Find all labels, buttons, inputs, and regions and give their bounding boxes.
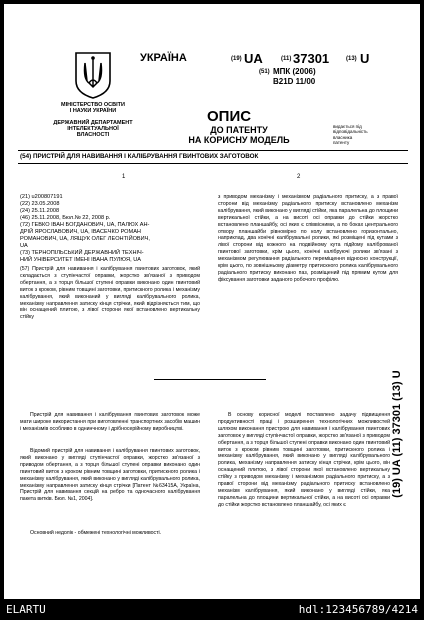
biblio-line: НИЙ УНІВЕРСИТЕТ ІМЕНІ ІВАНА ПУЛЮЯ, UA xyxy=(20,257,141,263)
note-line-3: власника xyxy=(333,134,353,140)
side-patent-number xyxy=(377,284,417,584)
document-subtitle-1: ДО ПАТЕНТУ xyxy=(210,125,268,135)
biblio-line: (72) ГЕВКО ІВАН БОГДАНОВИЧ, UA, ПАЛЮХ АН- xyxy=(20,222,150,228)
biblio-line: ДРІЙ ЯРОСЛАВОВИЧ, UA, ІВАСЕЧКО РОМАН xyxy=(20,229,141,235)
side-patent-number-text: (19) UA (11) 37301 (13) U xyxy=(391,370,403,498)
biblio-line: (21) u200807191 xyxy=(20,194,63,200)
department-line-3: ВЛАСНОСТІ xyxy=(76,132,110,138)
ministry-name xyxy=(52,102,134,114)
footer-handle: hdl:123456789/4214 xyxy=(298,603,418,616)
country-name: УКРАЇНА xyxy=(140,52,187,64)
biblio-line: (46) 25.11.2008, Бюл.№ 22, 2008 р. xyxy=(20,215,111,221)
code-11: (11) xyxy=(281,56,292,62)
note-line-1: видається під xyxy=(333,124,362,129)
header-divider xyxy=(18,150,408,151)
department-line-2: ІНТЕЛЕКТУАЛЬНОЇ xyxy=(67,126,119,132)
prior-art-paragraph: Відомий пристрій для навивання і калібрування гвинтових заготовок, який виконано у вигляді ступінчастої оправки, жорстко зв'язаної з приводом обертання, а з торця більшої ступені оправки виконано один гвинтовий виток з кроком рівним товщині заготовки, притискного ролика і механізму калібрування, який виконано у вигляді калібрувального ролика, механізму направлення затиску кінця стрічки [Патент №63415А, Україна, Пристрій для навивання секцій на ребро та одночасного калібрування пакета витків. Бюл. №1, 2004]. xyxy=(20,448,200,503)
biblio-line: РОМАНОВИЧ, UA, ЛЯЩУК ОЛЕГ ЛЕОНТІЙОВИЧ, xyxy=(20,236,150,242)
column-number-2: 2 xyxy=(297,174,301,180)
ipc-class: B21D 11/00 xyxy=(273,77,316,86)
invention-title: (54) ПРИСТРІЙ ДЛЯ НАВИВАННЯ І КАЛІБРУВАННЯ ГВИНТОВИХ ЗАГОТОВОК xyxy=(20,153,259,160)
code-19: (19) xyxy=(231,56,242,62)
biblio-line: (73) ТЕРНОПІЛЬСЬКИЙ ДЕРЖАВНИЙ ТЕХНІЧ- xyxy=(20,250,144,256)
footer-left-label: ELARTU xyxy=(6,603,46,616)
code-51: (51) xyxy=(259,69,270,75)
biblio-line: (22) 23.05.2008 xyxy=(20,201,60,207)
kind-code: U xyxy=(360,51,370,66)
intro-paragraph: Пристрій для навивання і калібрування гвинтових заготовок може мати широке використання при виготовленні транспортних засобів машин і механізмів особливо в однинчному і дрібносерійному виробництві. xyxy=(20,412,200,432)
note-line-4: патенту xyxy=(333,139,350,145)
country-code: UA xyxy=(244,51,263,66)
patent-page xyxy=(4,4,420,599)
column-number-1: 1 xyxy=(122,174,126,180)
issuance-note xyxy=(333,124,368,145)
department-name xyxy=(52,120,134,138)
document-subtitle-2: НА КОРИСНУ МОДЕЛЬ xyxy=(188,135,290,145)
drawback-paragraph: Основний недолік - обмежені технологічні можливості. xyxy=(30,530,162,536)
biblio-line: UA xyxy=(20,243,28,249)
footer-bar xyxy=(0,600,424,620)
document-title: ОПИС xyxy=(207,108,252,125)
biblio-line: (24) 25.11.2008 xyxy=(20,208,60,214)
section-divider xyxy=(154,379,266,380)
note-line-2: відповідальність xyxy=(333,129,368,135)
bibliographic-data xyxy=(20,194,194,264)
department-line-1: ДЕРЖАВНИЙ ДЕПАРТАМЕНТ xyxy=(53,120,133,126)
code-13: (13) xyxy=(346,56,357,62)
ministry-line-2: І НАУКИ УКРАЇНИ xyxy=(69,108,117,114)
claim-continuation: з приводом механізму і механізмом радіального притиску, а з правої сторони від механізму радіального притиску встановлено механізм калібрування, який виконано у вигляді стійки, яка паралельна до площини вертикальної стійки, а на висоті осі оправки до стійки жорстко встановлено планшайбу, осі яких є співвісними, а по боках центрального отвору планшайби рівномірно по колу встановлено горизонтально, наприклад, два конічні калібрувальні ролики, які розміщені під кутами з лівої сторони від кожного на подвійному кута підйому каліброваної гвинтової заготовки, крім цього, конічні калібруючі ролики зв'язані з механізмом регулювання радіального переміщення відносно конструкції, крім цього, по зовнішньому діаметру притискного ролика калібрувального радіального притиску виконано паз, розміщений під прямим кутом для фіксування заготовки заданого робочого профілю. xyxy=(218,194,398,283)
title-divider xyxy=(18,163,408,164)
ipc-label: МПК (2006) xyxy=(273,67,316,76)
coat-of-arms-icon xyxy=(74,51,112,99)
task-paragraph: В основу корисної моделі поставлено задачу підвищення продуктивності праці і розширення технологічних можливостей шляхом виконання пристрою для навивання і калібрування гвинтових заготовок у вигляді ступінчастої оправки, жорстко зв'язаної з приводом обертання, а з торця більшої ступені оправки виконано один гвинтовий виток з кроком рівним товщині заготовки, притискного ролика і механізму калібрування, який виконано у вигляді калібрувального ролика, механізму направлення затиску кінця стрічки, крім цього, він оснащений плитою, з лівої сторони якої встановлено вертикальну стійку з приводом механізму і механізмом радіального притиску, а з правої сторони від механізму радіального притиску встановлено механізм калібрування, який виконано у вигляді стійки, яка паралельна до площини вертикальної стійки, а на висоті осі оправки до стійки жорстко встановлено планшайбу, осі яких є xyxy=(218,412,390,508)
patent-number: 37301 xyxy=(293,51,330,66)
claim-57: (57) Пристрій для навивання і калібрування гвинтових заготовок, який складається з ступінчастої оправки, жорстко зв'язаної з приводом обертання, а з торця більшої ступені оправки виконано один гвинтовий виток з кроком, рівним товщині заготовки, притискного ролика і механізму калібрування, який виконаний у вигляді калібрувального ролика, механізму направлення затиску кінця стрічки, який відрізняється тим, що він оснащений плитою, з лівої сторони якої встановлено вертикальну стійку xyxy=(20,266,200,321)
ministry-line-1: МІНІСТЕРСТВО ОСВІТИ xyxy=(61,102,125,108)
